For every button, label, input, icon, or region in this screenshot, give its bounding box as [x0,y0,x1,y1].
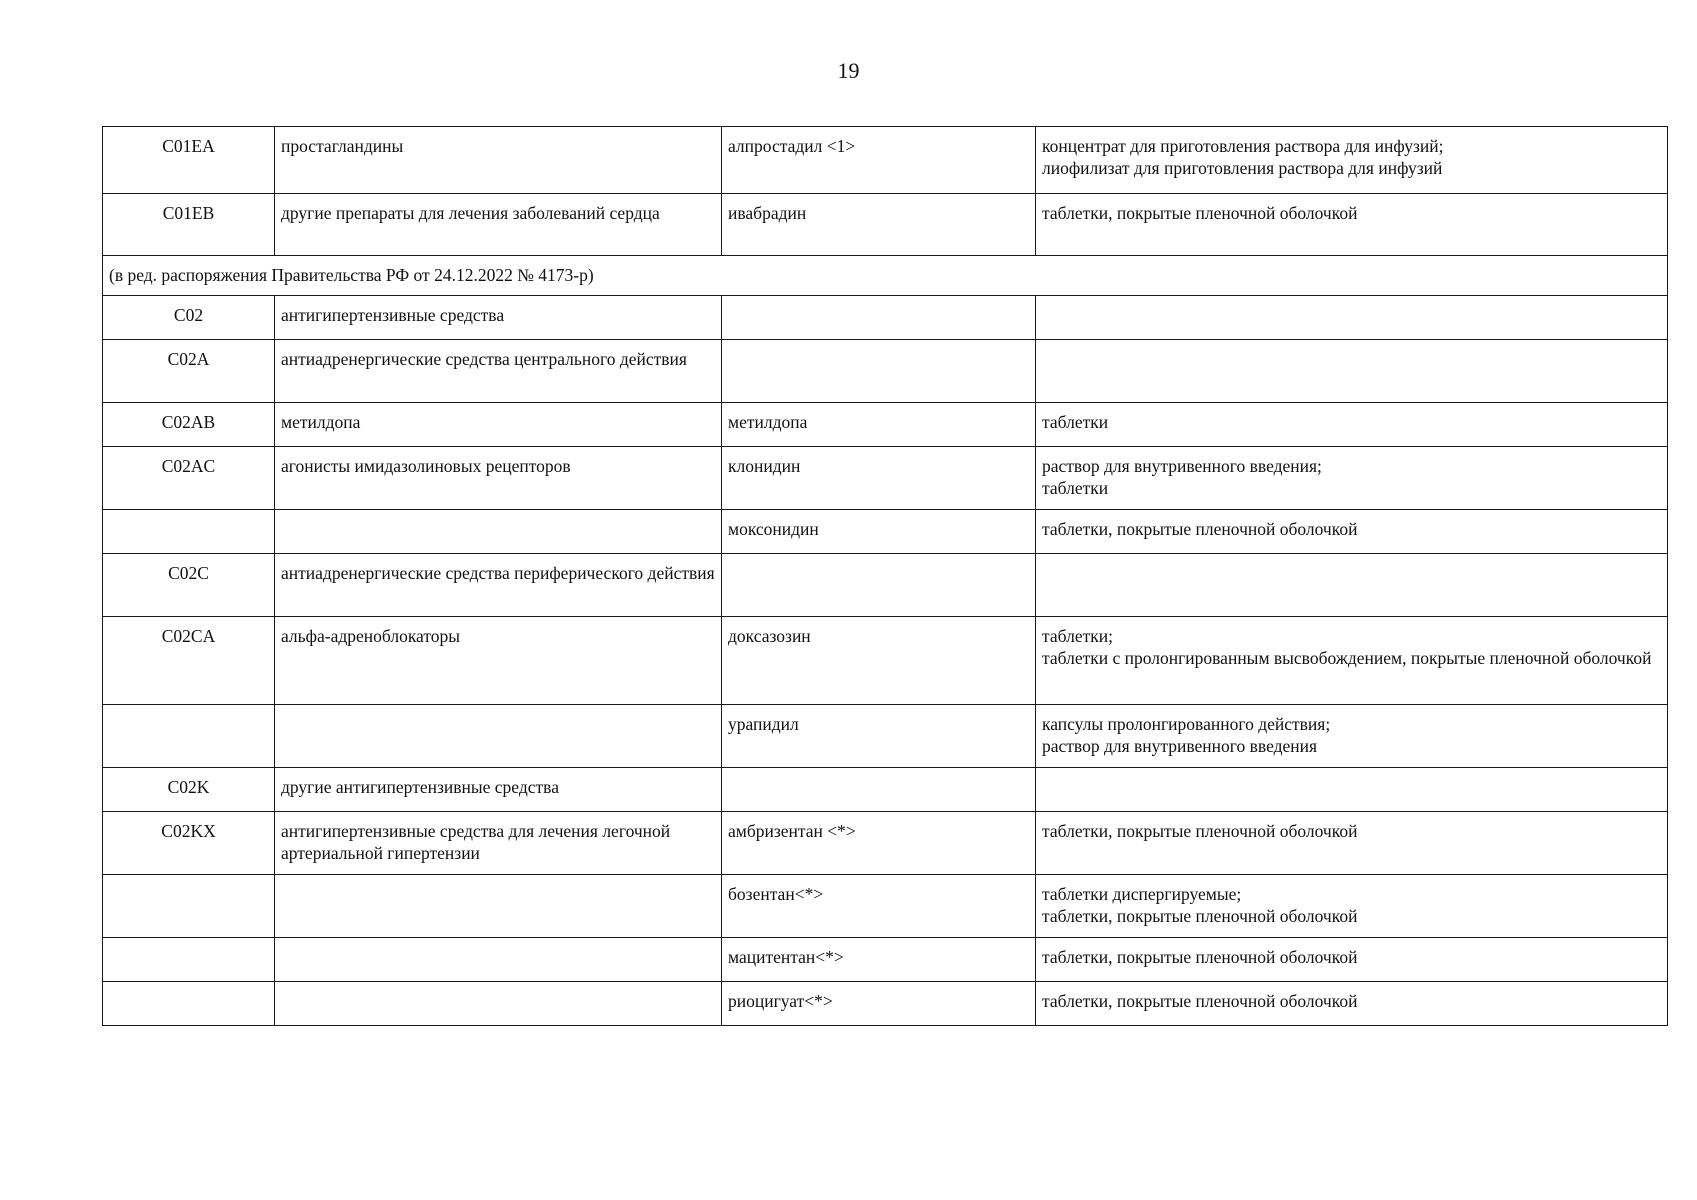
dosage-forms-cell [1036,705,1668,768]
atc-code-cell: C01EA [103,127,275,194]
table-row [103,982,1668,1026]
pharm-group-cell: другие антигипертензивные средства [275,768,722,812]
dosage-form: таблетки [1042,478,1109,498]
table-row [103,938,1668,982]
drug-name-cell: риоцигуат<*> [722,982,1036,1026]
dosage-form: таблетки с пролонгированным высвобождением, покрытые пленочной оболочкой [1042,648,1652,668]
atc-code-cell: C02C [103,554,275,617]
atc-code-cell [103,982,275,1026]
dosage-form: концентрат для приготовления раствора для инфузий; [1042,136,1444,156]
atc-code-cell [103,938,275,982]
table-row [103,296,1668,340]
table-row [103,812,1668,875]
dosage-form: таблетки, покрытые пленочной оболочкой [1042,991,1358,1011]
atc-code-cell [103,875,275,938]
drug-name-cell [722,554,1036,617]
drug-name-cell: ивабрадин [722,194,1036,256]
table-row [103,554,1668,617]
pharm-group-cell [275,938,722,982]
dosage-forms-cell [1036,554,1668,617]
dosage-forms-cell [1036,938,1668,982]
dosage-form: раствор для внутривенного введения; [1042,456,1322,476]
table-row [103,340,1668,403]
atc-code-cell: C02A [103,340,275,403]
pharm-group-cell: агонисты имидазолиновых рецепторов [275,447,722,510]
dosage-form: таблетки диспергируемые; [1042,884,1242,904]
drug-name-cell [722,340,1036,403]
pharm-group-cell: антиадренергические средства периферического действия [275,554,722,617]
drug-name-cell [722,296,1036,340]
atc-code-cell: C02AB [103,403,275,447]
dosage-forms-cell [1036,403,1668,447]
pharm-group-cell [275,705,722,768]
page-number: 19 [837,58,860,83]
dosage-form: капсулы пролонгированного действия; [1042,714,1331,734]
drug-name-cell: алпростадил <1> [722,127,1036,194]
dosage-form: лиофилизат для приготовления раствора для инфузий [1042,158,1443,178]
table-row [103,447,1668,510]
drug-name-cell: клонидин [722,447,1036,510]
dosage-form: таблетки, покрытые пленочной оболочкой [1042,947,1358,967]
dosage-forms-cell [1036,617,1668,705]
dosage-forms-cell [1036,127,1668,194]
dosage-forms-cell [1036,982,1668,1026]
dosage-forms-cell [1036,875,1668,938]
atc-code-cell: C02CA [103,617,275,705]
pharm-group-cell: антигипертензивные средства [275,296,722,340]
dosage-form: таблетки, покрытые пленочной оболочкой [1042,906,1358,926]
dosage-forms-cell [1036,340,1668,403]
pharm-group-cell: антиадренергические средства центрального действия [275,340,722,403]
dosage-forms-cell [1036,447,1668,510]
dosage-form: таблетки [1042,412,1109,432]
pharm-group-cell: метилдопа [275,403,722,447]
table-row [103,875,1668,938]
drug-table-body [103,127,1668,1026]
drug-name-cell [722,768,1036,812]
atc-code-cell: C01EB [103,194,275,256]
table-row [103,510,1668,554]
dosage-forms-cell [1036,296,1668,340]
dosage-form: таблетки, покрытые пленочной оболочкой [1042,519,1358,539]
table-row [103,127,1668,194]
table-row [103,705,1668,768]
drug-name-cell: мацитентан<*> [722,938,1036,982]
atc-code-cell: C02KX [103,812,275,875]
dosage-form: таблетки, покрытые пленочной оболочкой [1042,821,1358,841]
table-row [103,194,1668,256]
dosage-forms-cell [1036,768,1668,812]
pharm-group-cell [275,875,722,938]
drug-name-cell: амбризентан <*> [722,812,1036,875]
drug-name-cell: бозентан<*> [722,875,1036,938]
pharm-group-cell: другие препараты для лечения заболеваний сердца [275,194,722,256]
dosage-form: раствор для внутривенного введения [1042,736,1318,756]
atc-code-cell [103,510,275,554]
table-row [103,617,1668,705]
drug-table [102,126,1668,1026]
drug-name-cell: урапидил [722,705,1036,768]
pharm-group-cell: антигипертензивные средства для лечения легочной артериальной гипертензии [275,812,722,875]
atc-code-cell: C02K [103,768,275,812]
dosage-forms-cell [1036,194,1668,256]
dosage-form: таблетки; [1042,626,1113,646]
atc-code-cell: C02AC [103,447,275,510]
atc-code-cell [103,705,275,768]
table-row [103,403,1668,447]
amendment-note: (в ред. распоряжения Правительства РФ от 24.12.2022 № 4173-р) [103,256,1668,296]
drug-name-cell: моксонидин [722,510,1036,554]
pharm-group-cell: альфа-адреноблокаторы [275,617,722,705]
atc-code-cell: C02 [103,296,275,340]
table-row [103,256,1668,296]
pharm-group-cell: простагландины [275,127,722,194]
drug-name-cell: доксазозин [722,617,1036,705]
dosage-forms-cell [1036,812,1668,875]
drug-name-cell: метилдопа [722,403,1036,447]
pharm-group-cell [275,982,722,1026]
pharm-group-cell [275,510,722,554]
dosage-forms-cell [1036,510,1668,554]
dosage-form: таблетки, покрытые пленочной оболочкой [1042,203,1358,223]
table-row [103,768,1668,812]
